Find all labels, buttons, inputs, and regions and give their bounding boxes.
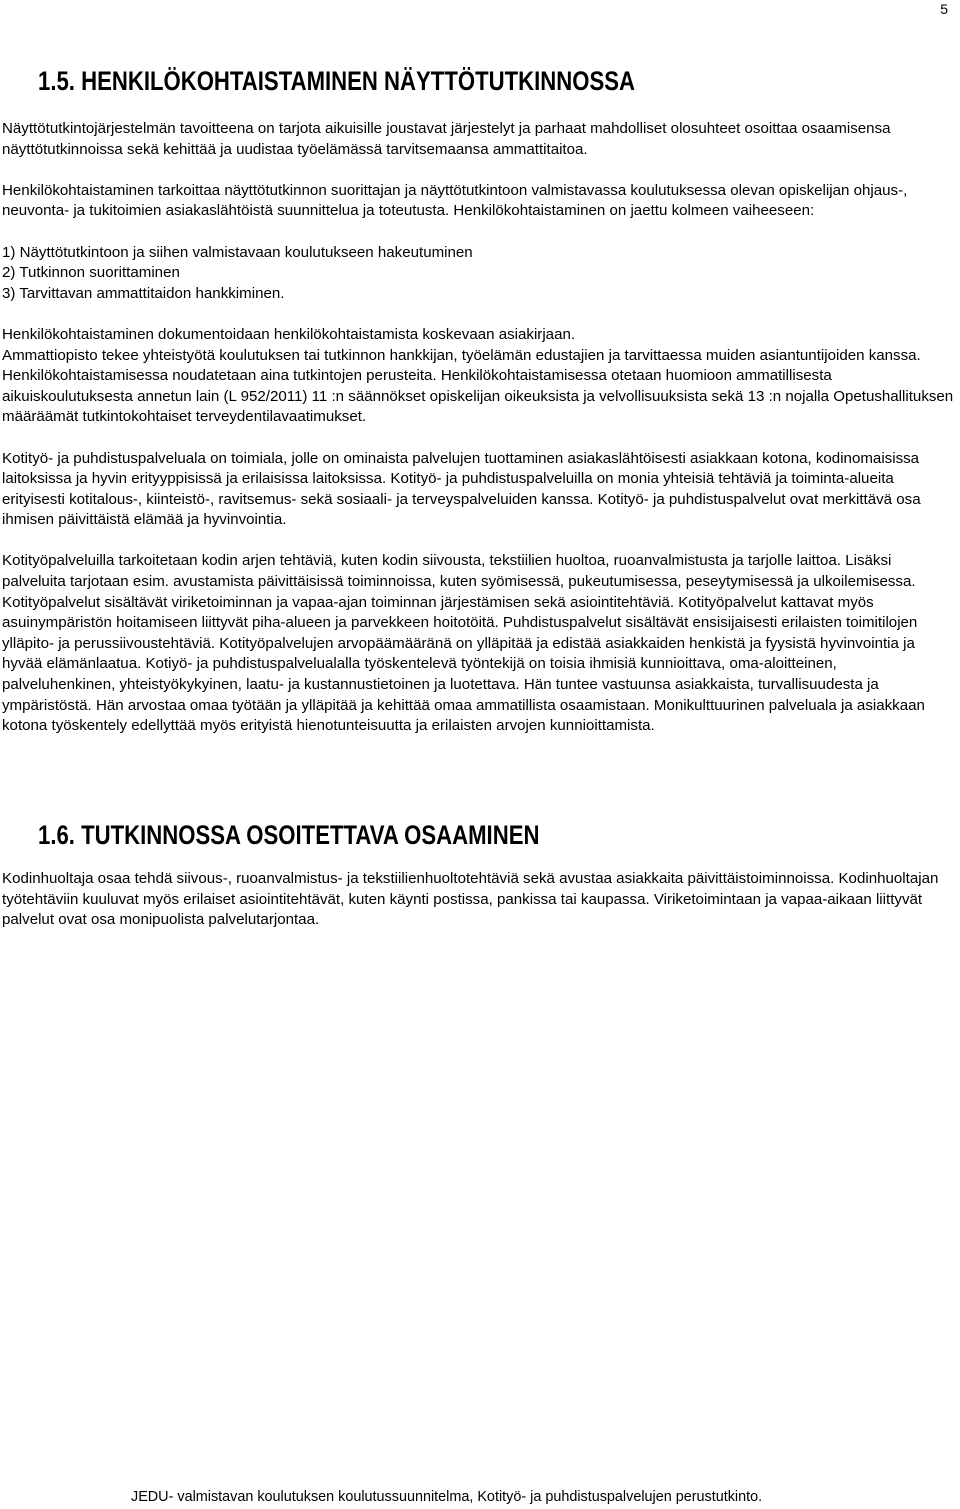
page-number: 5 <box>940 1 948 17</box>
list-item: 1) Näyttötutkintoon ja siihen valmistavaan koulutukseen hakeutuminen <box>2 243 473 261</box>
definition-paragraph: Henkilökohtaistaminen tarkoittaa näyttötutkinnon suorittajan ja näyttötutkintoon valmistavassa koulutuksessa olevan opiskelijan ohjaus-, neuvonta- ja tukitoimien asiakaslähtöistä suunnittelua ja toteutusta. Henkilökohtaistaminen on jaettu kolmeen vaiheeseen: <box>2 181 908 220</box>
documentation-paragraph: Henkilökohtaistaminen dokumentoidaan henkilökohtaistamista koskevaan asiakirjaan. <box>2 325 576 343</box>
competence-paragraph: Kodinhuoltaja osaa tehdä siivous-, ruoanvalmistus- ja tekstiilienhuoltotehtäviä sekä avustaa asiakkaita päivittäistoiminnoissa. Kodinhuoltajan työtehtäviin kuuluvat myös erilaiset asiointitehtävät, kuten käynti postissa, pankissa tai kaupassa. Viriketoimintaan ja vapaa-aikaan liittyvät palvelut ovat osa monipuolista palvelutarjontaa. <box>2 870 939 929</box>
section-body-1-6 <box>2 869 954 931</box>
field-description-paragraph: Kotityö- ja puhdistuspalveluala on toimiala, jolle on ominaista palvelujen tuottaminen asiakaslähtöisesti asiakkaan kotona, kodinomaisissa laitoksissa ja hyvin erityyppisissä ja erilaisissa laitoksissa. Kotityö- ja puhdistuspalveluilla on monia yhteisiä tehtäviä ja toiminta-alueita erityisesti kotitalous-, kiinteistö-, ravitsemus- sekä sosiaali- ja terveyspalveluiden kanssa. Kotityö- ja puhdistuspalvelut ovat merkittävä osa ihmisen päivittäistä elämää ja hyvinvointia. <box>2 449 921 529</box>
section-body-1-5 <box>2 119 954 737</box>
page-footer: JEDU- valmistavan koulutuksen koulutussuunnitelma, Kotityö- ja puhdistuspalvelujen perustutkinto. <box>131 1489 763 1505</box>
section-heading-1-6: 1.6. TUTKINNOSSA OSOITETTAVA OSAAMINEN <box>38 820 540 850</box>
cooperation-paragraph: Ammattiopisto tekee yhteistyötä koulutuksen tai tutkinnon hankkijan, työelämän edustajien ja tarvittaessa muiden asiantuntijoiden kanssa. Henkilökohtaistamisessa noudatetaan aina tutkintojen perusteita. Henkilökohtaistamisessa otetaan huomioon ammatillisesta aikuiskoulutuksesta annetun lain (L 952/2011) 11 :n säännökset opiskelijan oikeuksista ja velvollisuuksista sekä 13 :n nojalla Opetushallituksen määräämät tutkintokohtaiset terveydentilavaatimukset. <box>2 346 954 426</box>
phase-list <box>2 243 954 305</box>
list-item: 3) Tarvittavan ammattitaidon hankkiminen. <box>2 284 285 302</box>
services-description-paragraph: Kotityöpalveluilla tarkoitetaan kodin arjen tehtäviä, kuten kodin siivousta, tekstiilien huoltoa, ruoanvalmistusta ja tarjolle laittoa. Lisäksi palveluita tarjotaan esim. avustamista päivittäisissä toiminnoissa, kuten syömisessä, pukeutumisessa, peseytymisessä ja ulkoilemisessa. Kotityöpalvelut sisältävät viriketoiminnan ja vapaa-ajan toiminnan järjestämisen sekä asiointitehtäviä. Kotityöpalvelut kattavat myös asuinympäristön hoitamiseen liittyvät piha-alueen ja parvekkeen hoitotöitä. Puhdistuspalvelut sisältävät ensisijaisesti erilaisten toimitilojen ylläpito- ja perussiivoustehtäviä. Kotityöpalvelujen arvopäämääränä on ylläpitää ja edistää asiakkaiden henkistä ja fyysistä hyvinvointia ja hyvää elämänlaatua. Kotiyö- ja puhdistuspalvelualalla työskentelevä työntekijä on toisia ihmisiä kunnioittava, oma-aloitteinen, palveluhenkinen, yhteistyökykyinen, laatu- ja kustannustietoinen ja luotettava. Hän tuntee vastuunsa asiakkaista, turvallisuudesta ja ympäristöstä. Hän arvostaa omaa työtään ja ylläpitää ja kehittää omaa ammatillista osaamistaan. Monikulttuurinen palveluala ja asiakkaan kotona työskentely edellyttää myös erityistä hienotunteisuutta ja erilaisten arvojen kunnioittamista. <box>2 552 925 735</box>
intro-paragraph: Näyttötutkintojärjestelmän tavoitteena on tarjota aikuisille joustavat järjestelyt ja parhaat mahdolliset olosuhteet osoittaa osaamisensa näyttötutkinnoissa sekä kehittää ja uudistaa työelämässä tarvitsemaansa ammattitaitoa. <box>2 120 891 158</box>
section-heading-1-5: 1.5. HENKILÖKOHTAISTAMINEN NÄYTTÖTUTKINNOSSA <box>38 66 635 96</box>
list-item: 2) Tutkinnon suorittaminen <box>2 264 180 282</box>
